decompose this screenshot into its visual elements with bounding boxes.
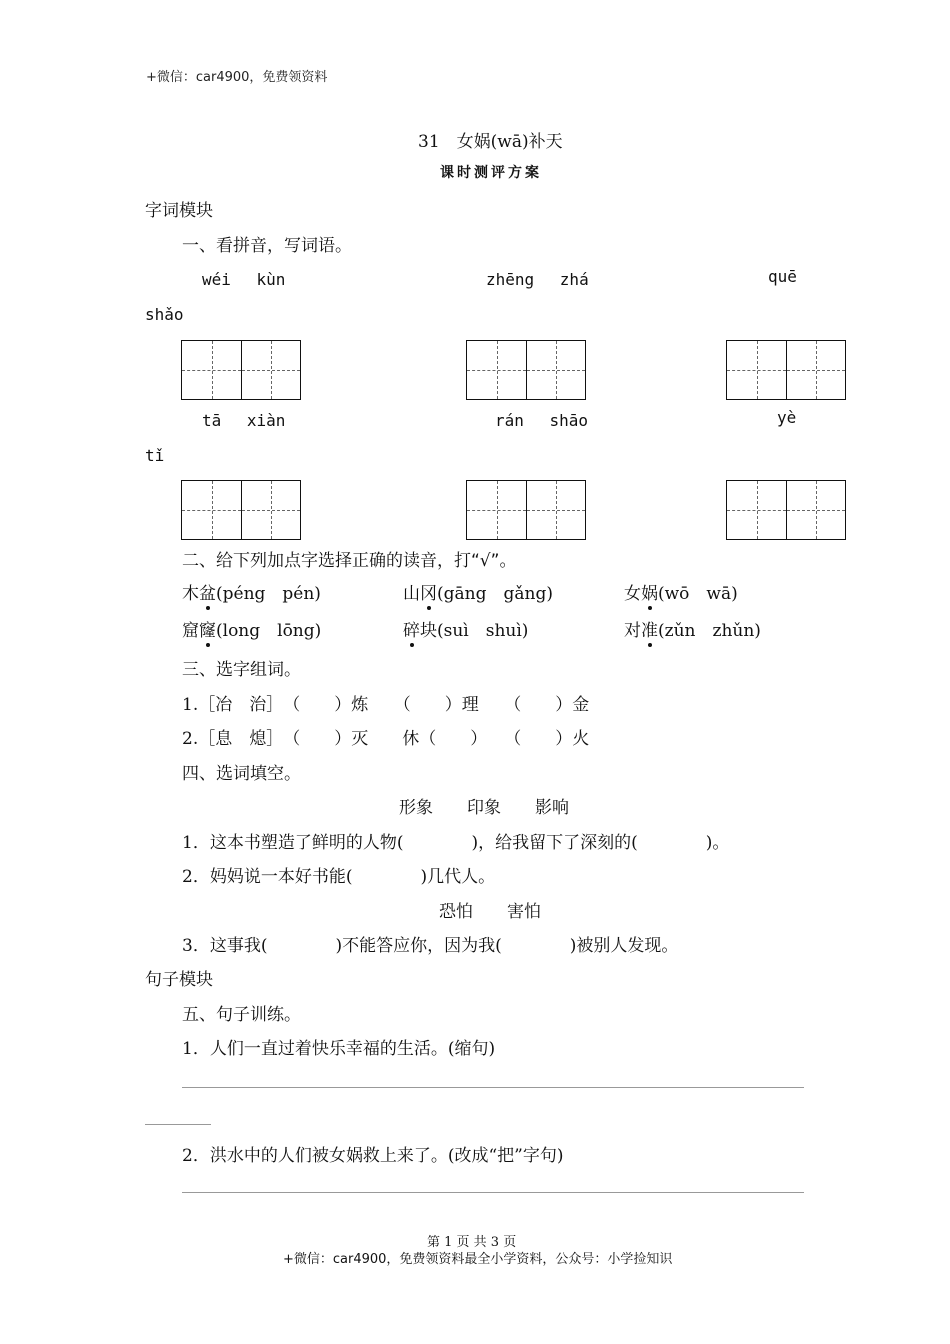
q1-pinyin-4: tā xiàn (202, 411, 286, 430)
q2-item[interactable] (403, 616, 528, 641)
q2-item-pre: 对 (624, 621, 641, 641)
q4-heading: 四、选词填空。 (182, 764, 301, 784)
q2-item-options: (péng pén) (216, 584, 321, 604)
q1-pinyin-3: quē (768, 267, 797, 286)
q2-heading: 二、给下列加点字选择正确的读音，打“√”。 (182, 551, 517, 571)
answer-line[interactable] (182, 1087, 804, 1088)
q4-line-2[interactable]: 2．妈妈说一本好书能( )几代人。 (182, 867, 496, 887)
q5-line-2: 2．洪水中的人们被女娲救上来了。(改成“把”字句) (182, 1146, 564, 1166)
q5-line-1: 1．人们一直过着快乐幸福的生活。(缩句) (182, 1039, 496, 1059)
header-note: +微信：car4900，免费领资料 (146, 70, 328, 85)
q3-line-1[interactable]: 1.［冶 治］ （ ）炼 （ ）理 （ ）金 (182, 695, 590, 715)
module-sentences: 句子模块 (145, 970, 213, 990)
q2-item-dotted-char: 娲 (641, 579, 658, 604)
writing-grid[interactable] (726, 340, 846, 400)
q2-item[interactable] (624, 579, 738, 604)
q2-item[interactable] (182, 579, 321, 604)
q2-item-pre: 女 (624, 584, 641, 604)
writing-grid[interactable] (181, 340, 301, 400)
q2-item-pre: 木 (182, 584, 199, 604)
q2-item-dotted-char: 盆 (199, 579, 216, 604)
writing-grid[interactable] (726, 480, 846, 540)
writing-grid[interactable] (466, 340, 586, 400)
q2-item-dotted-char: 碎 (403, 616, 420, 641)
q4-word-options-1: 形象 印象 影响 (399, 798, 569, 818)
q1-pinyin-6: yè (777, 408, 797, 427)
writing-grid[interactable] (466, 480, 586, 540)
q4-word-options-2: 恐怕 害怕 (439, 902, 541, 922)
q1-pinyin-5: rán shāo (495, 411, 589, 430)
q1-heading: 一、看拼音，写词语。 (182, 236, 352, 256)
q2-item[interactable] (624, 616, 761, 641)
answer-line[interactable] (182, 1192, 804, 1193)
q2-item-dotted-char: 冈 (420, 579, 437, 604)
q2-item-dotted-char: 准 (641, 616, 658, 641)
q2-item-pre: 山 (403, 584, 420, 604)
module-words: 字词模块 (145, 201, 213, 221)
q4-line-3[interactable]: 3．这事我( )不能答应你，因为我( )被别人发现。 (182, 936, 679, 956)
q2-item-pre: 窟 (182, 621, 199, 641)
writing-grid[interactable] (181, 480, 301, 540)
q2-item[interactable] (403, 579, 553, 604)
footer-note: +微信：car4900，免费领资料最全小学资料，公众号：小学捡知识 (283, 1252, 673, 1267)
page-number: 第 1 页 共 3 页 (427, 1235, 517, 1250)
q3-line-2[interactable]: 2.［息 熄］ （ ）灭 休（ ） （ ）火 (182, 729, 590, 749)
q1-pinyin-3b: shǎo (145, 305, 184, 324)
q1-pinyin-1: wéi kùn (202, 270, 286, 289)
q2-item-dotted-char: 窿 (199, 616, 216, 641)
q5-heading: 五、句子训练。 (182, 1005, 301, 1025)
q2-item[interactable] (182, 616, 321, 641)
q2-item-options: 块(suì shuì) (420, 621, 529, 641)
q3-heading: 三、选字组词。 (182, 660, 301, 680)
q2-item-options: (long lōng) (216, 621, 322, 641)
q2-item-options: (wō wā) (658, 584, 738, 604)
q1-pinyin-6b: tǐ (145, 446, 165, 465)
page-subtitle: 课时测评方案 (440, 165, 542, 181)
q1-pinyin-2: zhēng zhá (486, 270, 589, 289)
q2-item-options: (gāng gǎng) (437, 584, 553, 604)
page-title: 31 女娲(wā)补天 (418, 132, 563, 152)
q4-line-1[interactable]: 1．这本书塑造了鲜明的人物( )，给我留下了深刻的( )。 (182, 833, 730, 853)
answer-line-continuation[interactable] (145, 1124, 211, 1125)
q2-item-options: (zǔn zhǔn) (658, 621, 761, 641)
